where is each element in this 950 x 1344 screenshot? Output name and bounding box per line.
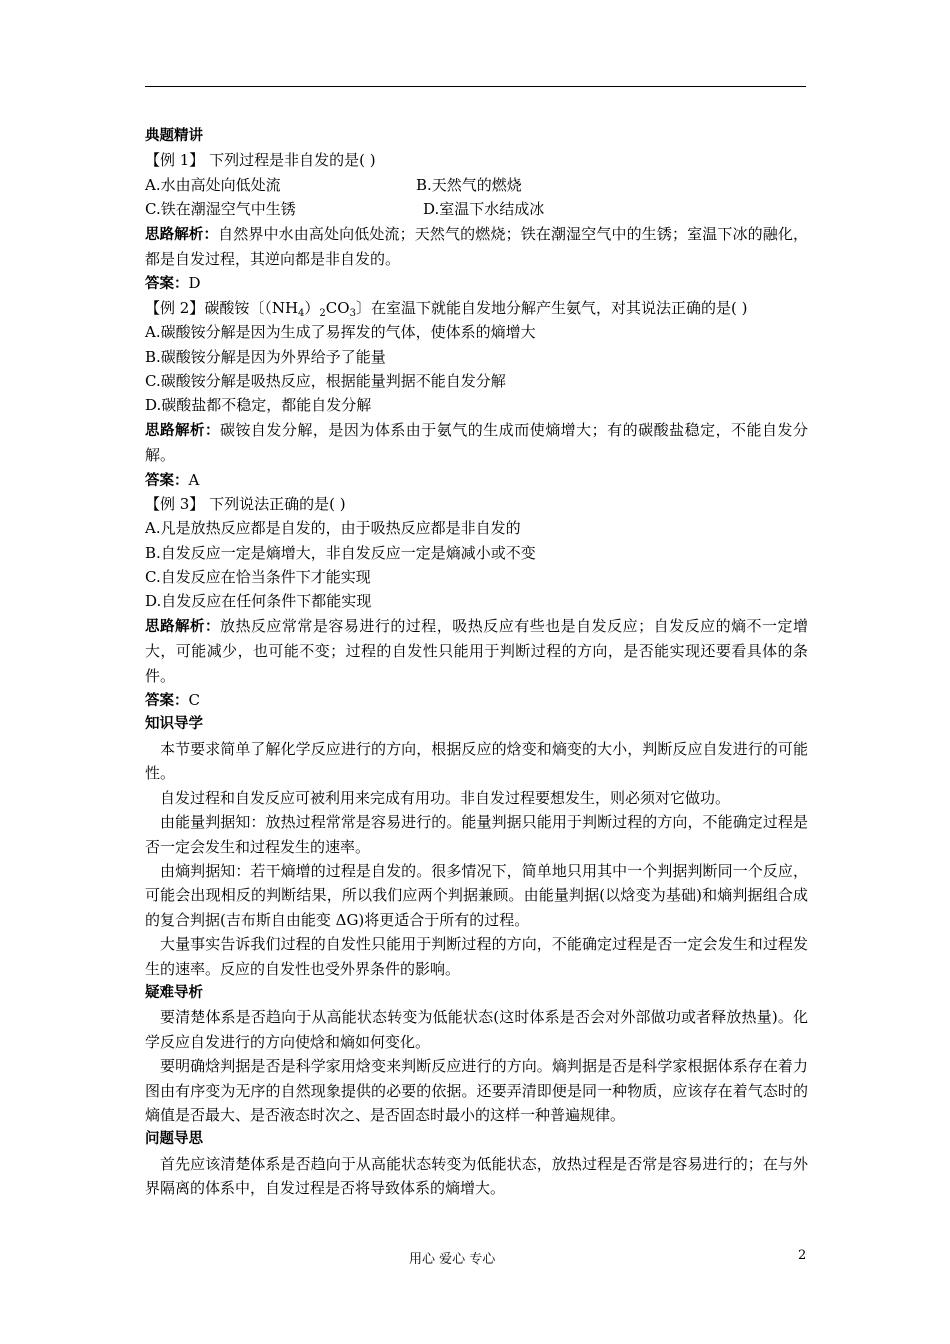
example-2-option-b: B.碳酸铵分解是因为外界给予了能量 xyxy=(145,347,386,366)
example-2-option-c: C.碳酸铵分解是吸热反应，根据能量判据不能自发分解 xyxy=(145,371,506,390)
guide-paragraph-5: 大量事实告诉我们过程的自发性只能用于判断过程的方向，不能确定过程是否一定会发生和过程发生的速率。反应的自发性也受外界条件的影响。 xyxy=(145,935,808,978)
example-3-label: 【例 3】 xyxy=(145,494,205,513)
guide-paragraph-1: 本节要求简单了解化学反应进行的方向，根据反应的焓变和熵变的大小，判断反应自发进行的可能性。 xyxy=(145,739,808,783)
guide-paragraph-2: 自发过程和自发反应可被利用来完成有用功。非自发过程要想发生，则必须对它做功。 xyxy=(160,788,731,807)
example-3-answer: 答案：C xyxy=(145,691,200,710)
section-heading-examples: 典题精讲 xyxy=(145,128,203,144)
example-1-options-ab xyxy=(145,173,808,197)
example-1-question: 【例 1】 下列过程是非自发的是( ) xyxy=(145,151,376,170)
example-3-option-a: A.凡是放热反应都是自发的，由于吸热反应都是非自发的 xyxy=(145,519,521,538)
guide-paragraph-3: 由能量判据知：放热过程常常是容易进行的。能量判据只能用于判断过程的方向，不能确定过程是否一定会发生和过程发生的速率。 xyxy=(145,813,808,856)
example-2-analysis: 思路解析：碳铵自发分解，是因为体系由于氨气的生成而使熵增大；有的碳酸盐稳定，不能自发分解。 xyxy=(145,420,809,465)
example-1-analysis: 思路解析：自然界中水由高处向低处流；天然气的燃烧；铁在潮湿空气中的生锈；室温下冰的融化，都是自发过程，其逆向都是非自发的。 xyxy=(145,224,808,268)
example-2-option-d: D.碳酸盐都不稳定，都能自发分解 xyxy=(145,396,372,415)
footer-motto: 用心 爱心 专心 xyxy=(409,1252,496,1267)
example-2-label: 【例 2】 xyxy=(145,298,205,317)
example-2-option-a: A.碳酸铵分解是因为生成了易挥发的气体，使体系的熵增大 xyxy=(145,323,536,342)
example-2-question: 【例 2】碳酸铵〔$(NH_4)_2CO_3$〕在室温下就能自发地分解产生氨气，对其说法正确的是( ) xyxy=(145,298,748,319)
example-1-option-d: D.室温下水结成冰 xyxy=(423,200,545,219)
example-1-option-b: B.天然气的燃烧 xyxy=(416,175,522,194)
example-1-options-cd xyxy=(145,197,808,221)
example-3-analysis: 思路解析：放热反应常常是容易进行的过程，吸热反应有些也是自发反应；自发反应的熵不一定增大，可能减少，也可能不变；过程的自发性只能用于判断过程的方向，是否能实现还要看具体的条件。 xyxy=(145,616,809,685)
example-1-option-c: C.铁在潮湿空气中生锈 xyxy=(145,200,296,219)
difficulty-paragraph-1: 要清楚体系是否趋向于从高能状态转变为低能状态(这时体系是否会对外部做功或者释放热量)。化学反应自发进行的方向使焓和熵如何变化。 xyxy=(145,1008,808,1051)
example-3-option-c: C.自发反应在恰当条件下才能实现 xyxy=(145,568,371,587)
section-heading-thinking: 问题导思 xyxy=(145,1131,203,1148)
example-3-question: 【例 3】 下列说法正确的是( ) xyxy=(145,494,346,513)
example-2-answer: 答案：A xyxy=(145,470,200,489)
document-body xyxy=(145,124,808,1201)
section-heading-difficulty: 疑难导析 xyxy=(145,984,203,1001)
section-heading-guide: 知识导学 xyxy=(145,716,203,733)
example-1-answer: 答案：D xyxy=(145,274,201,293)
example-3-option-b: B.自发反应一定是熵增大，非自发反应一定是熵减小或不变 xyxy=(145,543,536,562)
example-1-option-a: A.水由高处向低处流 xyxy=(145,175,281,194)
guide-paragraph-4: 由熵判据知：若干熵增的过程是自发的。很多情况下，简单地只用其中一个判据判断同一个反应，可能会出现相反的判断结果，所以我们应两个判据兼顾。由能量判据(以焓变为基础)和熵判据组合成的复合判据(吉布斯自由能变 ΔG)将更适合于所有的过程。 xyxy=(145,861,808,929)
header-rule xyxy=(145,86,806,87)
example-3-option-d: D.自发反应在任何条件下都能实现 xyxy=(145,592,372,611)
thinking-paragraph-1: 首先应该清楚体系是否趋向于从高能状态转变为低能状态，放热过程是否常是容易进行的；在与外界隔离的体系中，自发过程是否将导致体系的熵增大。 xyxy=(145,1154,808,1198)
page-number: 2 xyxy=(798,1248,807,1263)
difficulty-paragraph-2: 要明确焓判据是否是科学家用焓变来判断反应进行的方向。熵判据是否是科学家根据体系存在着力图由有序变为无序的自然现象提供的必要的依据。还要弄清即便是同一种物质，应该存在着气态时的熵值是否最大、是否液态时次之、是否固态时最小的这样一种普遍规律。 xyxy=(145,1057,808,1124)
example-1-label: 【例 1】 xyxy=(145,151,205,170)
